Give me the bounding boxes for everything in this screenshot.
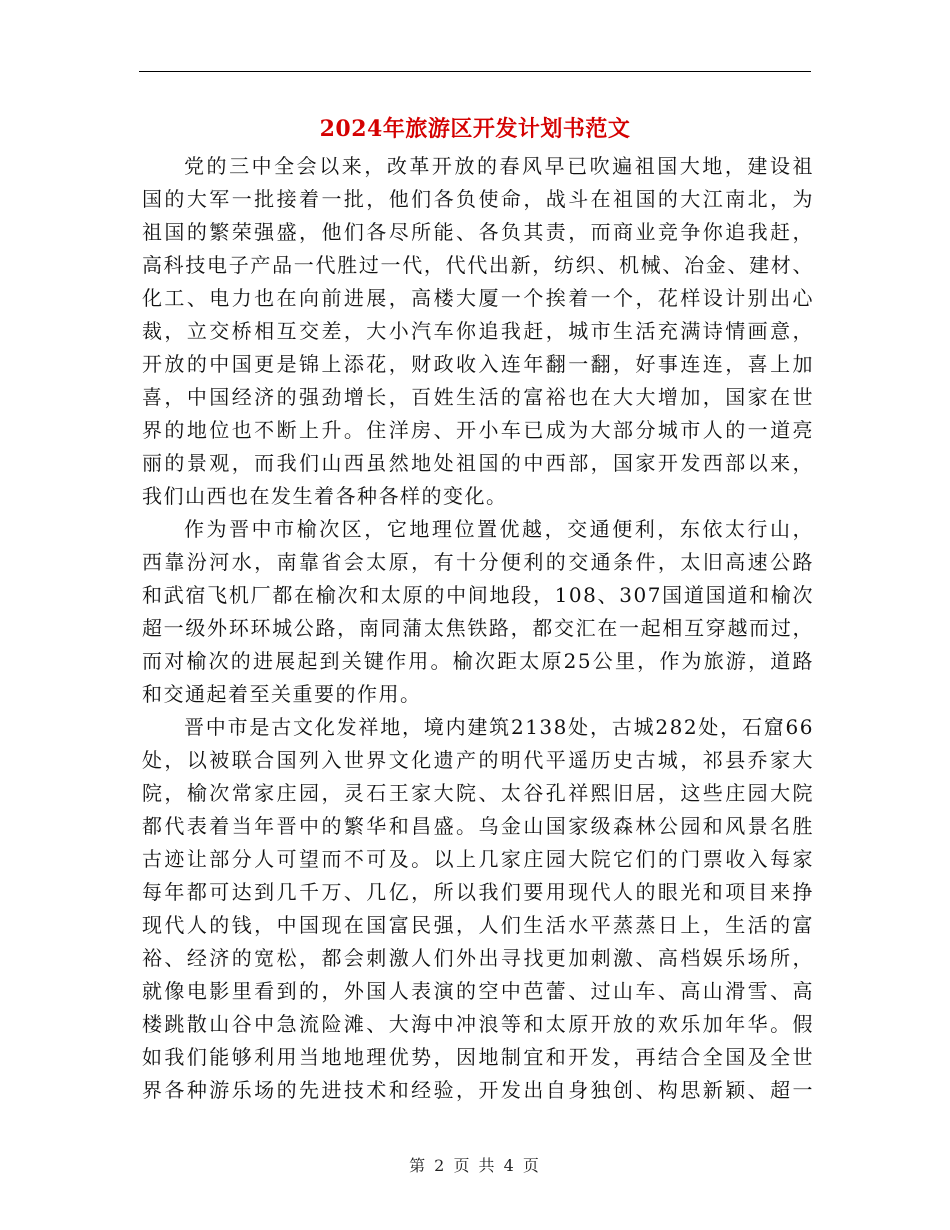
text-line: 每年都可达到几千万、几亿，所以我们要用现代人的眼光和项目来挣 — [142, 880, 814, 904]
text-line: 古迹让部分人可望而不可及。以上几家庄园大院它们的门票收入每家 — [142, 847, 814, 871]
text-line: 国的大军一批接着一批，他们各负使命，战斗在祖国的大江南北，为 — [142, 187, 814, 211]
text-line: 开放的中国更是锦上添花，财政收入连年翻一翻，好事连连，喜上加 — [142, 352, 814, 376]
text-line: 楼跳散山谷中急流险滩、大海中冲浪等和太原开放的欢乐加年华。假 — [142, 1012, 814, 1036]
text-line: 晋中市是古文化发祥地，境内建筑2138处，古城282处，石窟66 — [184, 715, 814, 739]
text-line: 我们山西也在发生着各种各样的变化。 — [142, 484, 508, 508]
paragraph-1 — [142, 150, 814, 513]
header-rule — [139, 71, 811, 72]
text-line: 处，以被联合国列入世界文化遗产的明代平遥历史古城，祁县乔家大 — [142, 748, 814, 772]
text-line: 如我们能够利用当地地理优势，因地制宜和开发，再结合全国及全世 — [142, 1045, 814, 1069]
text-line: 而对榆次的进展起到关键作用。榆次距太原25公里，作为旅游，道路 — [142, 649, 814, 673]
text-line: 界的地位也不断上升。住洋房、开小车已成为大部分城市人的一道亮 — [142, 418, 814, 442]
text-line: 丽的景观，而我们山西虽然地处祖国的中西部，国家开发西部以来， — [142, 451, 814, 475]
text-line: 西靠汾河水，南靠省会太原，有十分便利的交通条件，太旧高速公路 — [142, 550, 814, 574]
text-line: 裕、经济的宽松，都会刺激人们外出寻找更加刺激、高档娱乐场所， — [142, 946, 814, 970]
text-line: 喜，中国经济的强劲增长，百姓生活的富裕也在大大增加，国家在世 — [142, 385, 814, 409]
page-number-footer: 第 2 页 共 4 页 — [409, 1156, 541, 1175]
text-line: 作为晋中市榆次区，它地理位置优越，交通便利，东依太行山， — [184, 517, 814, 541]
text-line: 裁，立交桥相互交差，大小汽车你追我赶，城市生活充满诗情画意， — [142, 319, 814, 343]
text-line: 党的三中全会以来，改革开放的春风早已吹遍祖国大地，建设祖 — [184, 154, 814, 178]
text-line: 和武宿飞机厂都在榆次和太原的中间地段，108、307国道国道和榆次 — [142, 583, 814, 607]
text-line: 界各种游乐场的先进技术和经验，开发出自身独创、构思新颖、超一 — [142, 1078, 814, 1102]
text-line: 现代人的钱，中国现在国富民强，人们生活水平蒸蒸日上，生活的富 — [142, 913, 814, 937]
paragraph-3 — [142, 711, 814, 1107]
text-line: 和交通起着至关重要的作用。 — [142, 682, 422, 706]
text-line: 化工、电力也在向前进展，高楼大厦一个挨着一个，花样设计别出心 — [142, 286, 814, 310]
text-line: 祖国的繁荣强盛，他们各尽所能、各负其责，而商业竞争你追我赶， — [142, 220, 814, 244]
text-line: 高科技电子产品一代胜过一代，代代出新，纺织、机械、冶金、建材、 — [142, 253, 814, 277]
paragraph-2 — [142, 513, 814, 711]
text-line: 超一级外环环城公路，南同蒲太焦铁路，都交汇在一起相互穿越而过， — [142, 616, 814, 640]
text-line: 都代表着当年晋中的繁华和昌盛。乌金山国家级森林公园和风景名胜 — [142, 814, 814, 838]
document-body — [142, 150, 814, 1107]
document-title: 2024年旅游区开发计划书范文 — [319, 116, 631, 142]
text-line: 就像电影里看到的，外国人表演的空中芭蕾、过山车、高山滑雪、高 — [142, 979, 814, 1003]
text-line: 院，榆次常家庄园，灵石王家大院、太谷孔祥熙旧居，这些庄园大院 — [142, 781, 814, 805]
